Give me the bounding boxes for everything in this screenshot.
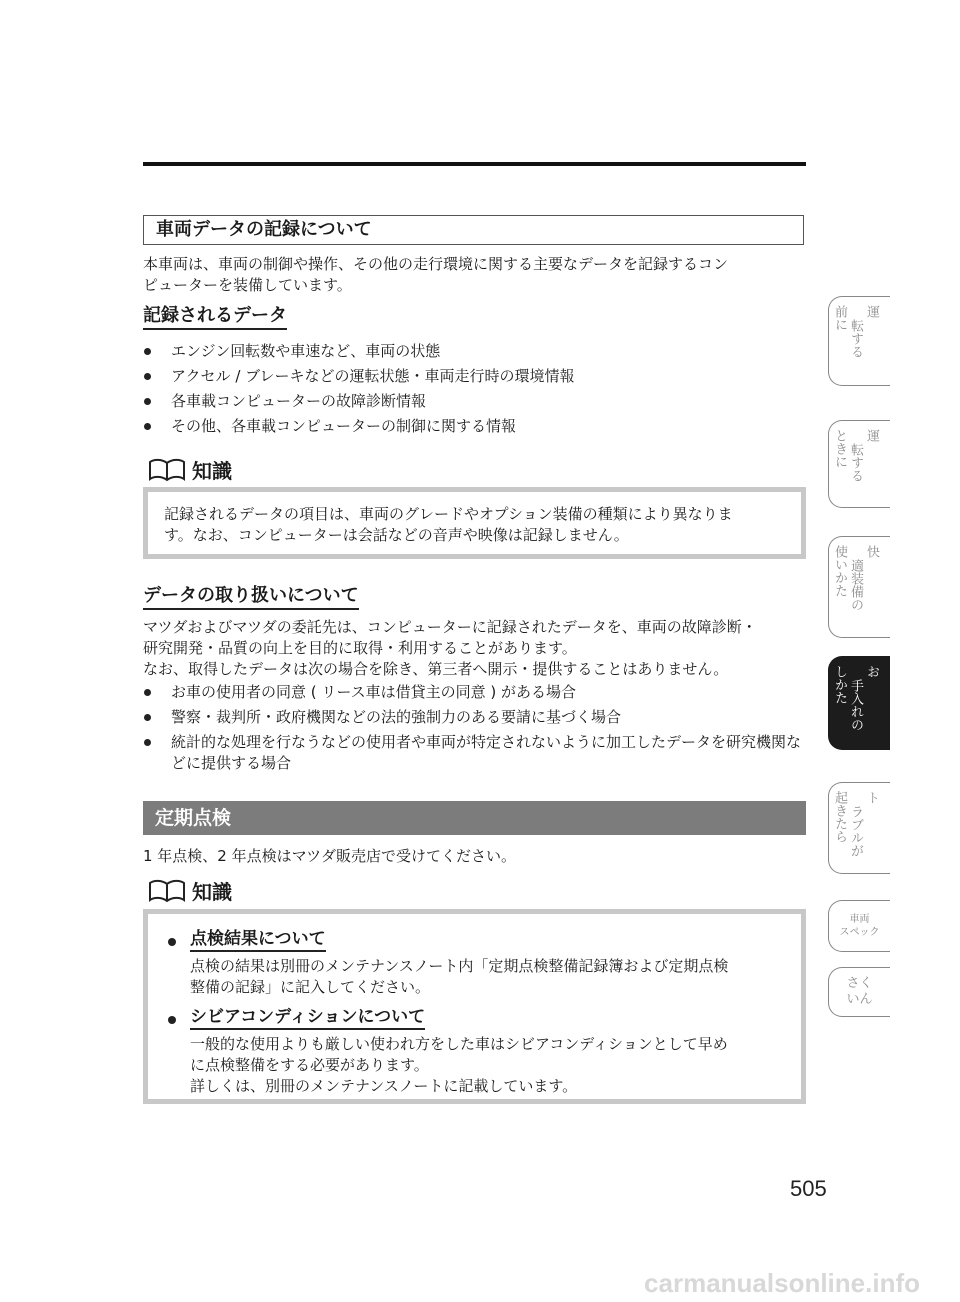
tab-label: スペック [839, 927, 880, 938]
tab-comfort-equipment[interactable] [828, 536, 890, 638]
intro-line: ピューターを装備しています。 [143, 276, 352, 294]
note-title: シビアコンディションについて [190, 1006, 425, 1030]
knowledge-line: す。なお、コンピューターは会話などの音声や映像は記録しません。 [164, 526, 629, 544]
tab-label: 転する [848, 443, 863, 482]
note-line: 詳しくは、別冊のメンテナンスノートに記載しています。 [190, 1077, 578, 1095]
intro-line: 本車両は、車両の制御や操作、その他の走行環境に関する主要なデータを記録するコン [143, 255, 729, 273]
note-line: に点検整備をする必要があります。 [190, 1056, 429, 1074]
book-icon [148, 879, 186, 903]
knowledge-title: 知識 [192, 880, 232, 904]
tab-label: 運 [864, 429, 879, 442]
list-item [162, 1006, 785, 1097]
inspection-notes-list [162, 928, 785, 1097]
note-title: 点検結果について [190, 928, 326, 952]
tab-label: しかた [832, 665, 847, 704]
tab-label: ト [864, 791, 879, 804]
tab-label: 使いかた [832, 545, 847, 597]
tab-label: 運 [864, 305, 879, 318]
tab-label: 前に [832, 305, 847, 331]
list-item: 各車載コンピューターの故障診断情報 [143, 391, 575, 412]
tab-label: いん [846, 992, 873, 1007]
knowledge-box-1 [143, 487, 806, 559]
tab-label: さく [846, 976, 873, 991]
list-item: 警察・裁判所・政府機関などの法的強制力のある要請に基づく場合 [143, 707, 803, 728]
tab-while-driving[interactable] [828, 420, 890, 508]
inspection-intro: 1 年点検、2 年点検はマツダ販売店で受けてください。 [143, 847, 517, 865]
paragraph-line: なお、取得したデータは次の場合を除き、第三者へ開示・提供することはありません。 [143, 660, 729, 678]
tab-vehicle-specs[interactable] [828, 900, 890, 952]
data-handling-paragraph [143, 617, 823, 680]
tab-label: 快 [864, 545, 879, 558]
tab-label: お [864, 665, 879, 678]
section-heading-periodic-inspection: 定期点検 [143, 801, 806, 835]
disclosure-exceptions-list [143, 682, 803, 774]
list-item [162, 928, 785, 998]
list-item: お車の使用者の同意 ( リース車は借貸主の同意 ) がある場合 [143, 682, 803, 703]
tab-label: 転する [848, 319, 863, 358]
tab-label: ときに [832, 429, 847, 468]
tab-label: 適装備の [848, 559, 863, 611]
knowledge-label [148, 876, 232, 905]
tab-label: 起きたら [832, 791, 847, 843]
tab-label: ラブルが [848, 805, 863, 857]
section-heading-vehicle-data: 車両データの記録について [143, 215, 804, 245]
tab-index[interactable] [828, 967, 890, 1017]
paragraph-line: マツダおよびマツダの委託先は、コンピューターに記録されたデータを、車両の故障診断・ [143, 618, 757, 636]
recorded-data-list [143, 341, 575, 437]
knowledge-box-2 [143, 909, 806, 1104]
book-icon [148, 458, 186, 482]
knowledge-title: 知識 [192, 459, 232, 483]
note-line: 点検の結果は別冊のメンテナンスノート内「定期点検整備記録簿および定期点検 [190, 957, 729, 975]
tab-maintenance[interactable] [828, 656, 890, 750]
list-item: その他、各車載コンピューターの制御に関する情報 [143, 416, 575, 437]
page-number: 505 [790, 1176, 827, 1201]
subheading-data-handling: データの取り扱いについて [143, 585, 359, 610]
watermark: carmanualsonline.info [644, 1268, 920, 1298]
list-item: アクセル / ブレーキなどの運転状態・車両走行時の環境情報 [143, 366, 575, 387]
tab-troubleshooting[interactable] [828, 782, 890, 874]
tab-label: 手入れの [848, 679, 863, 731]
note-line: 整備の記録」に記入してください。 [190, 978, 431, 996]
paragraph-line: 研究開発・品質の向上を目的に取得・利用することがあります。 [143, 639, 577, 657]
tab-label: 車両 [849, 914, 870, 925]
subheading-recorded-data: 記録されるデータ [143, 305, 287, 330]
knowledge-line: 記録されるデータの項目は、車両のグレードやオプション装備の種類により異なりま [164, 505, 733, 523]
vehicle-data-intro [143, 254, 728, 296]
list-item: エンジン回転数や車速など、車両の状態 [143, 341, 575, 362]
list-item: 統計的な処理を行なうなどの使用者や車両が特定されないように加工したデータを研究機関などに提供する場合 [143, 732, 803, 774]
top-rule [143, 162, 806, 166]
note-line: 一般的な使用よりも厳しい使われ方をした車はシビアコンディションとして早め [190, 1035, 728, 1053]
knowledge-label [148, 455, 232, 484]
tab-before-driving[interactable] [828, 296, 890, 386]
